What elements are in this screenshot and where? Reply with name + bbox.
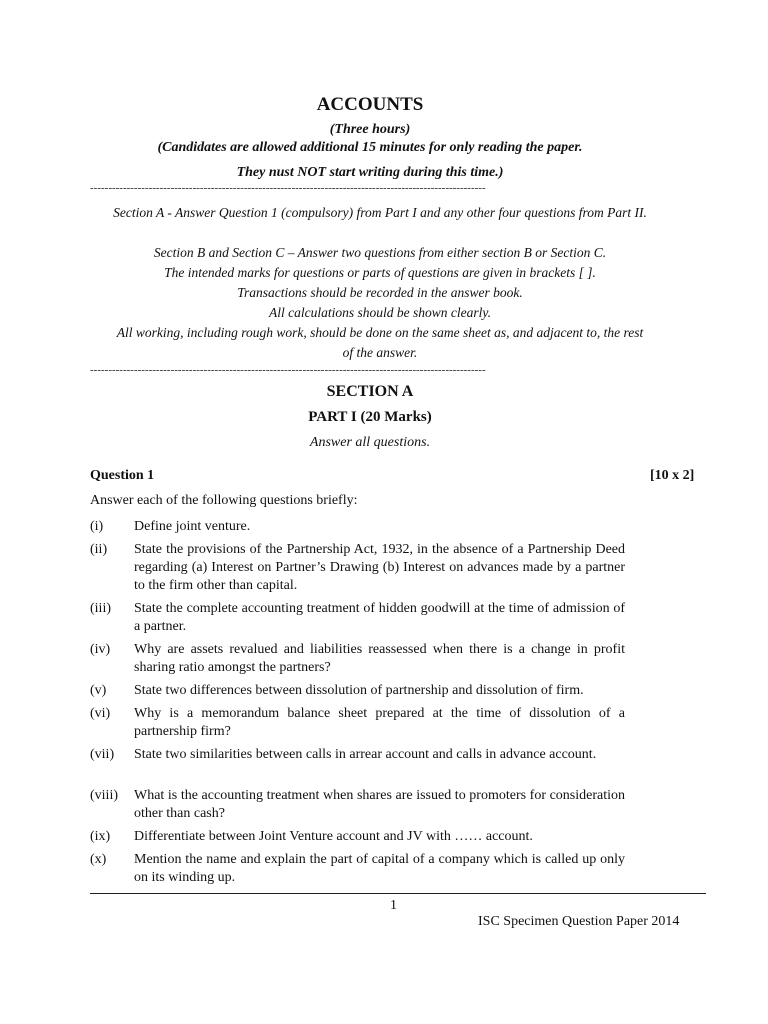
question-item-text: What is the accounting treatment when shares are issued to promoters for consideration other than cash? (134, 788, 625, 821)
instruction-rough-work: All working, including rough work, should be done on the same sheet as, and adjacent to, the rest of the answer. (116, 325, 644, 360)
question-label: Question 1 (90, 468, 155, 483)
question-item-number: (ii) (90, 542, 108, 557)
reading-time-note-line1: (Candidates are allowed additional 15 minutes for only reading the paper. (157, 140, 583, 155)
instruction-section-bc: Section B and Section C – Answer two questions from either section B or Section C. (153, 245, 607, 260)
question-item-text: Mention the name and explain the part of capital of a company which is called up only on its winding up. (134, 852, 625, 885)
question-item-number: (x) (90, 852, 107, 867)
question-marks: [10 x 2] (650, 468, 695, 483)
instruction-answer-book: Transactions should be recorded in the answer book. (237, 285, 523, 300)
question-item-number: (ix) (90, 829, 111, 844)
instruction-calculations: All calculations should be shown clearly. (269, 305, 491, 320)
question-item-text: Define joint venture. (134, 519, 251, 534)
question-item-text: State the complete accounting treatment of hidden goodwill at the time of admission of a partner. (134, 601, 625, 634)
question-item-text: State two differences between dissolution of partnership and dissolution of firm. (134, 683, 584, 698)
question-item-text: Why is a memorandum balance sheet prepared at the time of dissolution of a partnership firm? (134, 706, 625, 739)
separator-top: ------------------------------------------------------------------------------------------------------------ (90, 182, 486, 194)
question-item-text: Why are assets revalued and liabilities reassessed when there is a change in profit sharing ratio amongst the partners? (134, 642, 625, 675)
question-item-number: (v) (90, 683, 107, 698)
paper-duration: (Three hours) (329, 122, 411, 137)
question-item-text: State two similarities between calls in arrear account and calls in advance account. (134, 747, 597, 762)
part-title: PART I (20 Marks) (308, 409, 432, 425)
paper-title: ACCOUNTS (316, 94, 424, 115)
instruction-section-a: Section A - Answer Question 1 (compulsory) from Part I and any other four questions from Part II. (113, 205, 647, 220)
question-item-number: (iv) (90, 642, 111, 657)
question-item-number: (vii) (90, 747, 115, 762)
page-number: 1 (390, 898, 397, 913)
reading-time-note-line2: They nust NOT start writing during this time.) (236, 165, 504, 180)
section-title: SECTION A (326, 383, 414, 400)
answer-all-note: Answer all questions. (309, 435, 431, 450)
question-item-text: Differentiate between Joint Venture account and JV with …… account. (134, 829, 533, 844)
question-item-number: (viii) (90, 788, 118, 803)
paper-name-footer: ISC Specimen Question Paper 2014 (478, 914, 680, 929)
question-item-number: (vi) (90, 706, 111, 721)
question-intro: Answer each of the following questions briefly: (90, 493, 358, 508)
question-item-number: (iii) (90, 601, 111, 616)
question-item-text: State the provisions of the Partnership Act, 1932, in the absence of a Partnership Deed regarding (a) Interest on Partner’s Drawing (b) Interest on advances made by a partner to the firm other than capital. (134, 542, 625, 593)
separator-bottom: ------------------------------------------------------------------------------------------------------------ (90, 364, 486, 376)
question-item-number: (i) (90, 519, 104, 534)
instruction-marks: The intended marks for questions or parts of questions are given in brackets [ ]. (164, 265, 596, 280)
footer-rule (90, 893, 706, 894)
